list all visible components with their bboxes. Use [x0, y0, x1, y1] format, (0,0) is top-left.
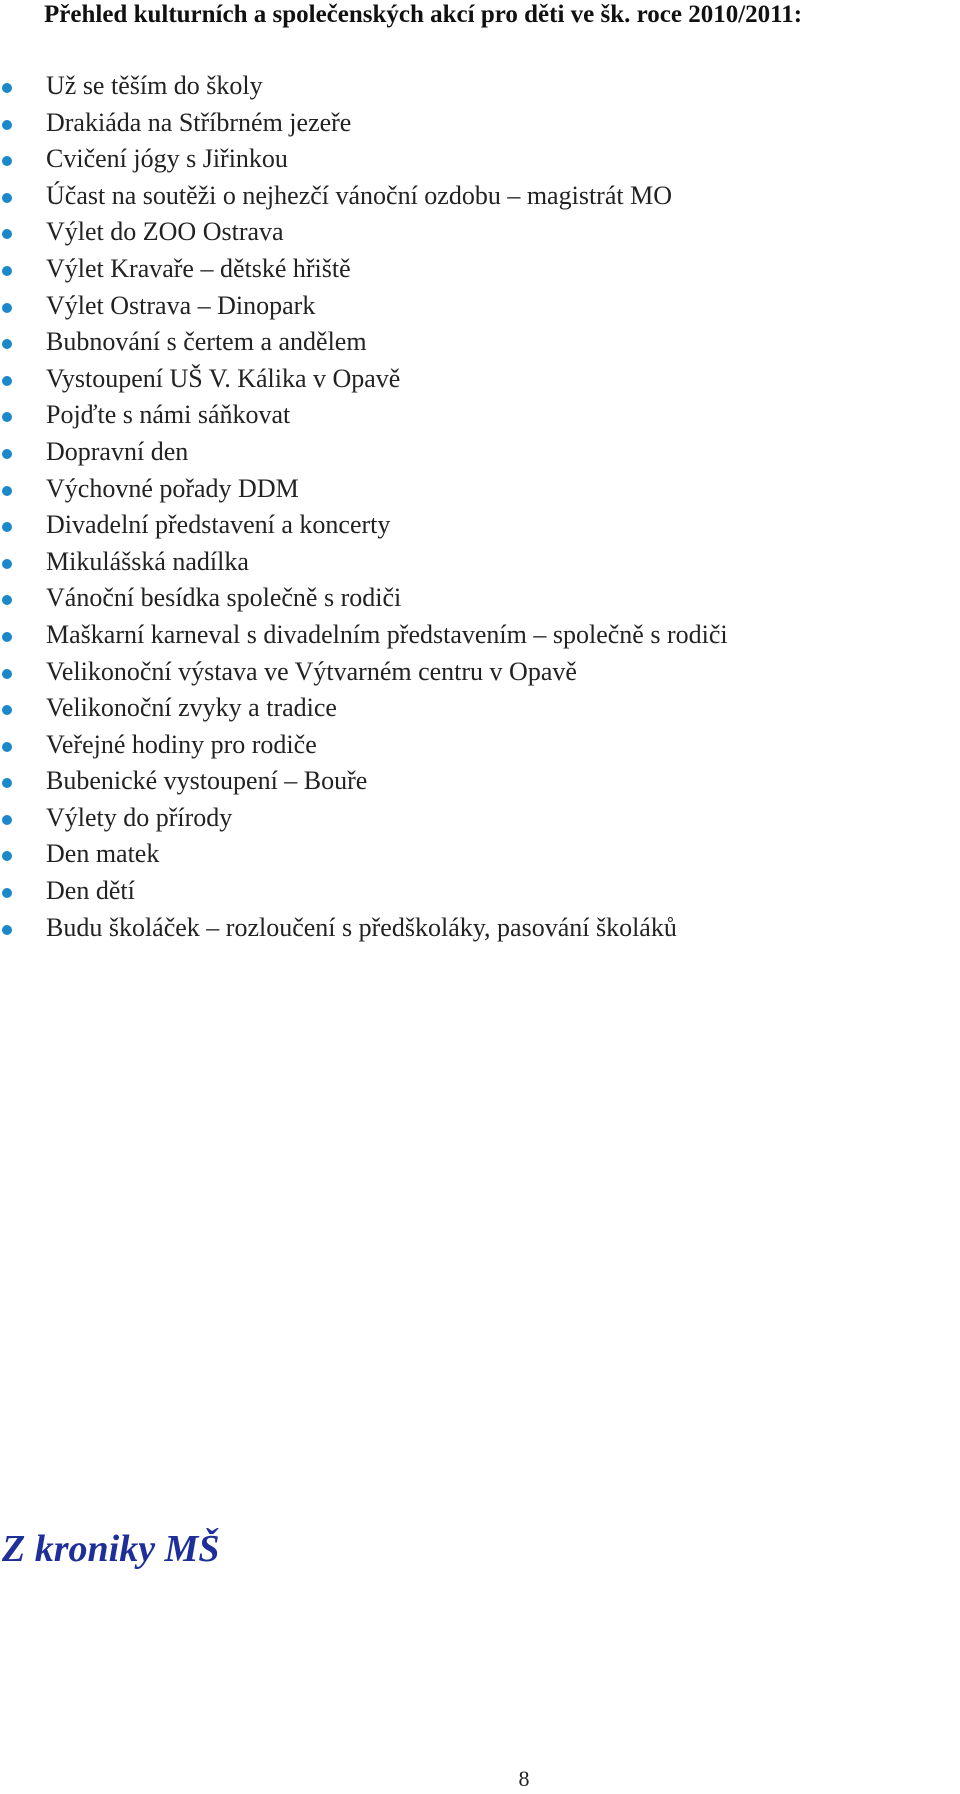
event-list-item	[0, 397, 728, 434]
event-label: Den dětí	[46, 876, 135, 906]
event-list-item	[0, 580, 728, 617]
event-label: Cvičení jógy s Jiřinkou	[46, 144, 288, 174]
event-list	[0, 68, 728, 946]
page-heading: Přehled kulturních a společenských akcí pro děti ve šk. roce 2010/2011:	[44, 1, 803, 28]
event-label: Už se těším do školy	[46, 71, 263, 100]
event-label: Pojďte s námi sáňkovat	[46, 400, 291, 430]
event-label: Velikonoční výstava ve Výtvarném centru v Opavě	[46, 656, 577, 686]
event-label: Divadelní představení a koncerty	[46, 510, 391, 540]
event-label: Maškarní karneval s divadelním představením – společně s rodiči	[46, 619, 728, 649]
event-label: Budu školáček – rozloučení s předškoláky, pasování školáků	[46, 912, 677, 942]
bullet-dot-icon	[2, 376, 12, 386]
bullet-dot-icon	[2, 851, 12, 861]
event-list-item	[0, 178, 728, 215]
event-label: Dopravní den	[46, 436, 189, 466]
bullet-dot-icon	[2, 888, 12, 898]
event-label: Vánoční besídka společně s rodiči	[46, 583, 402, 613]
event-list-item	[0, 617, 728, 654]
event-list-item	[0, 214, 728, 251]
bullet-dot-icon	[2, 815, 12, 825]
event-label: Vystoupení UŠ V. Kálika v Opavě	[46, 363, 401, 393]
event-list-item	[0, 251, 728, 288]
bullet-dot-icon	[2, 778, 12, 788]
bullet-dot-icon	[2, 522, 12, 532]
event-label: Výlet do ZOO Ostrava	[46, 217, 284, 247]
event-label: Výchovné pořady DDM	[46, 473, 299, 503]
bullet-dot-icon	[2, 266, 12, 276]
bullet-dot-icon	[2, 229, 12, 239]
event-list-item	[0, 800, 728, 837]
event-list-item	[0, 105, 728, 142]
event-list-item	[0, 910, 728, 947]
event-list-item	[0, 361, 728, 398]
bullet-dot-icon	[2, 559, 12, 569]
bullet-dot-icon	[2, 705, 12, 715]
event-list-item	[0, 763, 728, 800]
event-label: Účast na soutěži o nejhezčí vánoční ozdobu – magistrát MO	[46, 180, 672, 210]
event-list-item	[0, 544, 728, 581]
bullet-dot-icon	[2, 120, 12, 130]
event-list-item	[0, 68, 728, 105]
bullet-dot-icon	[2, 193, 12, 203]
event-label: Veřejné hodiny pro rodiče	[46, 729, 317, 759]
bullet-dot-icon	[2, 925, 12, 935]
page-number: 8	[518, 1766, 530, 1791]
bullet-dot-icon	[2, 742, 12, 752]
event-list-item	[0, 727, 728, 764]
event-label: Bubnování s čertem a andělem	[46, 327, 367, 357]
bullet-dot-icon	[2, 632, 12, 642]
event-list-item	[0, 471, 728, 508]
event-label: Výlet Ostrava – Dinopark	[46, 290, 316, 320]
event-list-item	[0, 873, 728, 910]
event-label: Výlety do přírody	[46, 802, 233, 832]
bullet-dot-icon	[2, 486, 12, 496]
event-label: Drakiáda na Stříbrném jezeře	[46, 107, 352, 137]
bullet-dot-icon	[2, 669, 12, 679]
event-list-item	[0, 434, 728, 471]
bullet-dot-icon	[2, 449, 12, 459]
event-list-item	[0, 141, 728, 178]
event-label: Bubenické vystoupení – Bouře	[46, 766, 368, 796]
bullet-dot-icon	[2, 412, 12, 422]
bullet-dot-icon	[2, 303, 12, 313]
event-list-item	[0, 507, 728, 544]
bullet-dot-icon	[2, 595, 12, 605]
event-label: Den matek	[46, 839, 160, 869]
event-label: Velikonoční zvyky a tradice	[46, 693, 337, 723]
bullet-dot-icon	[2, 339, 12, 349]
event-label: Výlet Kravaře – dětské hřiště	[46, 253, 351, 283]
event-list-item	[0, 288, 728, 325]
event-list-item	[0, 324, 728, 361]
section-title: Z kroniky MŠ	[2, 1528, 220, 1570]
bullet-dot-icon	[2, 156, 12, 166]
event-list-item	[0, 836, 728, 873]
event-list-item	[0, 654, 728, 691]
event-label: Mikulášská nadílka	[46, 546, 249, 576]
event-list-item	[0, 690, 728, 727]
bullet-dot-icon	[2, 83, 12, 93]
